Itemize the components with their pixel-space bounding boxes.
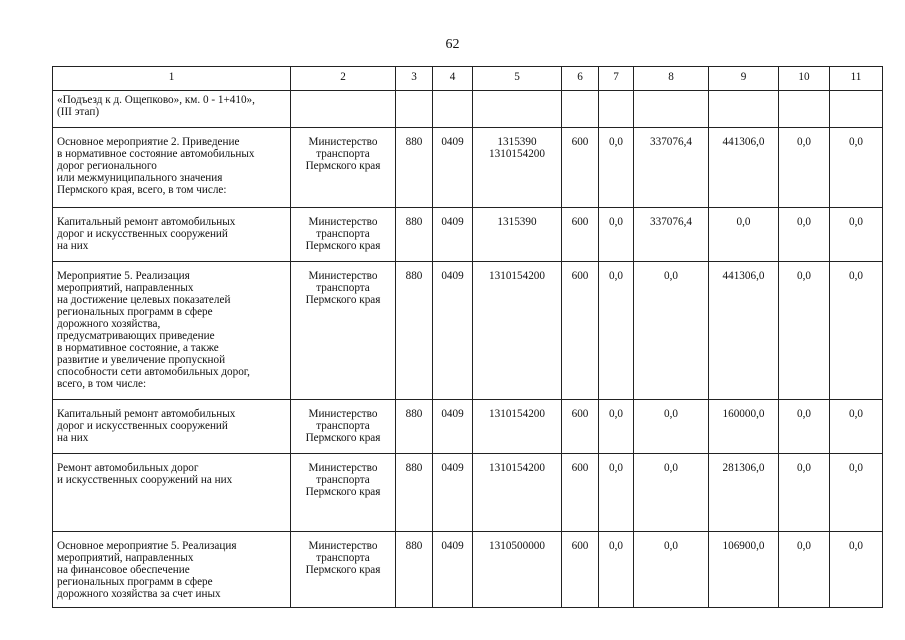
budget-table: [52, 66, 883, 608]
table-row: [53, 532, 883, 608]
table-cell: 880: [396, 454, 433, 532]
page-number: 62: [445, 37, 460, 52]
table-row: [53, 128, 883, 208]
table-cell: 0,0: [599, 454, 634, 532]
table-cell: 880: [396, 128, 433, 208]
table-cell: 600: [562, 400, 599, 454]
table-cell: 0,0: [779, 262, 830, 400]
table-cell: [473, 91, 562, 128]
table-cell: 0,0: [634, 532, 709, 608]
table-cell: [779, 91, 830, 128]
table-cell: 0409: [433, 454, 473, 532]
table-row: [53, 400, 883, 454]
table-cell: 441306,0: [709, 262, 779, 400]
table-cell: 0,0: [830, 532, 883, 608]
table-cell: 1310154200: [473, 262, 562, 400]
activity-name-cell: Капитальный ремонт автомобильных дорог и искусственных сооружений на них: [53, 400, 291, 454]
activity-name-cell: Основное мероприятие 2. Приведение в нормативное состояние автомобильных дорог регионального или межмуниципального значения Пермского края, всего, в том числе:: [53, 128, 291, 208]
table-cell: 0409: [433, 400, 473, 454]
table-cell: 0,0: [779, 208, 830, 262]
table-row: [53, 262, 883, 400]
table-cell: 0,0: [599, 532, 634, 608]
table-row: [53, 454, 883, 532]
table-cell: 0,0: [830, 400, 883, 454]
table-cell: 0409: [433, 262, 473, 400]
activity-name-cell: Ремонт автомобильных дорог и искусственных сооружений на них: [53, 454, 291, 532]
executor-cell: Министерство транспорта Пермского края: [291, 128, 396, 208]
table-cell: [433, 91, 473, 128]
table-cell: 337076,4: [634, 208, 709, 262]
table-cell: 600: [562, 128, 599, 208]
table-cell: [562, 91, 599, 128]
table-cell: 0,0: [634, 262, 709, 400]
table-cell: 0,0: [830, 262, 883, 400]
table-cell: 281306,0: [709, 454, 779, 532]
executor-cell: Министерство транспорта Пермского края: [291, 262, 396, 400]
table-cell: 0,0: [634, 400, 709, 454]
column-header: 11: [830, 67, 883, 91]
table-cell: [599, 91, 634, 128]
table-cell: 337076,4: [634, 128, 709, 208]
table-cell: 0,0: [779, 454, 830, 532]
table-cell: 0,0: [709, 208, 779, 262]
table-row: [53, 208, 883, 262]
table-cell: 0409: [433, 208, 473, 262]
table-cell: 600: [562, 532, 599, 608]
table-cell: 1310154200: [473, 454, 562, 532]
table-cell: 1315390 1310154200: [473, 128, 562, 208]
table-cell: 880: [396, 208, 433, 262]
table-cell: 600: [562, 208, 599, 262]
table-cell: 0,0: [634, 454, 709, 532]
table-cell: 1315390: [473, 208, 562, 262]
table-cell: 0,0: [779, 532, 830, 608]
table-cell: 1310154200: [473, 400, 562, 454]
table-cell: [396, 91, 433, 128]
table-cell: 0409: [433, 128, 473, 208]
column-header: 6: [562, 67, 599, 91]
table-cell: [709, 91, 779, 128]
column-header: 9: [709, 67, 779, 91]
table-cell: 880: [396, 262, 433, 400]
table-cell: 600: [562, 262, 599, 400]
column-header: 10: [779, 67, 830, 91]
table-cell: 160000,0: [709, 400, 779, 454]
table-cell: 0,0: [599, 262, 634, 400]
column-header: 7: [599, 67, 634, 91]
table-cell: [830, 91, 883, 128]
table-cell: 0,0: [830, 208, 883, 262]
executor-cell: Министерство транспорта Пермского края: [291, 532, 396, 608]
executor-cell: Министерство транспорта Пермского края: [291, 454, 396, 532]
activity-name-cell: Капитальный ремонт автомобильных дорог и искусственных сооружений на них: [53, 208, 291, 262]
table-cell: 0,0: [599, 400, 634, 454]
executor-cell: [291, 91, 396, 128]
table-cell: 1310500000: [473, 532, 562, 608]
table-cell: 441306,0: [709, 128, 779, 208]
table-cell: 880: [396, 532, 433, 608]
table-cell: 0,0: [830, 128, 883, 208]
executor-cell: Министерство транспорта Пермского края: [291, 208, 396, 262]
column-header: 3: [396, 67, 433, 91]
table-cell: 0409: [433, 532, 473, 608]
table-row: [53, 91, 883, 128]
activity-name-cell: Мероприятие 5. Реализация мероприятий, направленных на достижение целевых показателей региональных программ в сфере дорожного хозяйства, предусматривающих приведение в нормативное состояние, а также развитие и увеличение пропускной способности сети автомобильных дорог, всего, в том числе:: [53, 262, 291, 400]
column-header: 4: [433, 67, 473, 91]
column-header: 5: [473, 67, 562, 91]
column-header: 2: [291, 67, 396, 91]
activity-name-cell: «Подъезд к д. Ощепково», км. 0 - 1+410», (III этап): [53, 91, 291, 128]
table-cell: 880: [396, 400, 433, 454]
table-cell: 106900,0: [709, 532, 779, 608]
table-cell: 0,0: [779, 128, 830, 208]
table-cell: [634, 91, 709, 128]
table-cell: 600: [562, 454, 599, 532]
table-cell: 0,0: [779, 400, 830, 454]
table-header-row: [53, 67, 883, 91]
column-header: 1: [53, 67, 291, 91]
executor-cell: Министерство транспорта Пермского края: [291, 400, 396, 454]
table-cell: 0,0: [599, 208, 634, 262]
table-cell: 0,0: [830, 454, 883, 532]
activity-name-cell: Основное мероприятие 5. Реализация мероприятий, направленных на финансовое обеспечение региональных программ в сфере дорожного хозяйства за счет иных: [53, 532, 291, 608]
table-cell: 0,0: [599, 128, 634, 208]
column-header: 8: [634, 67, 709, 91]
